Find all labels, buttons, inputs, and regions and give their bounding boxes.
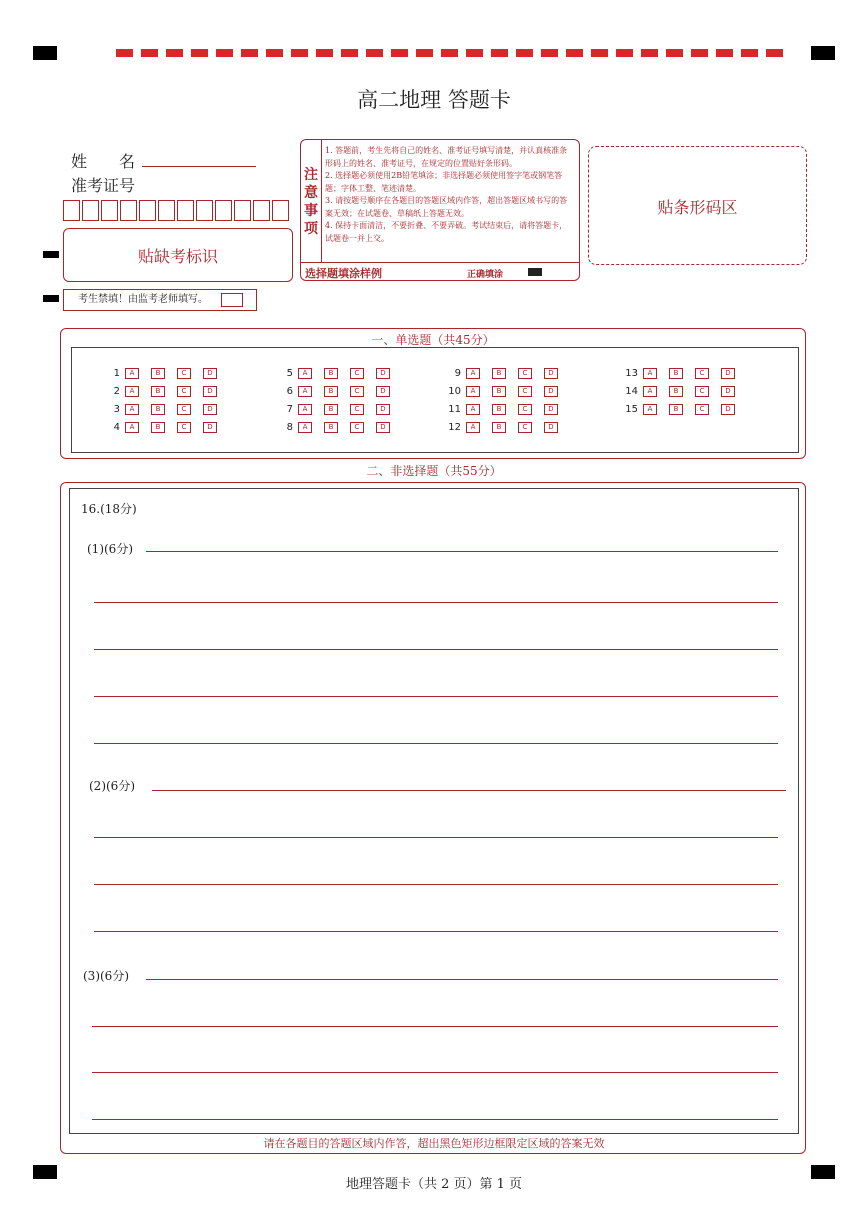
answer-line[interactable] <box>94 602 778 603</box>
option-bubble-c[interactable]: C <box>695 404 709 415</box>
timing-dash <box>516 49 533 57</box>
option-bubble-d[interactable]: D <box>376 386 390 397</box>
choice-question-6 <box>279 385 402 397</box>
id-digit-box[interactable] <box>234 200 251 221</box>
answer-line[interactable] <box>92 1119 778 1120</box>
option-bubble-a[interactable]: A <box>466 422 480 433</box>
option-bubble-d[interactable]: D <box>721 368 735 379</box>
id-digit-box[interactable] <box>101 200 118 221</box>
timing-dash <box>341 49 358 57</box>
timing-dash <box>191 49 208 57</box>
choice-question-4 <box>106 421 229 433</box>
id-label: 准考证号 <box>71 176 136 195</box>
single-choice-grid <box>71 347 799 453</box>
option-bubble-d[interactable]: D <box>376 368 390 379</box>
timing-dash <box>391 49 408 57</box>
notice-separator <box>301 262 579 263</box>
option-bubble-d[interactable]: D <box>203 386 217 397</box>
timing-dash <box>566 49 583 57</box>
question-number: 5 <box>286 367 293 379</box>
section1-title: 一、单选题（共45分） <box>371 333 495 347</box>
question-number: 15 <box>625 403 638 415</box>
option-bubble-b[interactable]: B <box>492 368 506 379</box>
option-bubble-c[interactable]: C <box>695 386 709 397</box>
choice-question-9 <box>447 367 570 379</box>
choice-question-12 <box>447 421 570 433</box>
answer-line[interactable] <box>146 979 778 980</box>
timing-dash <box>366 49 383 57</box>
correct-fill-sample <box>528 268 542 276</box>
option-bubble-c[interactable]: C <box>177 368 191 379</box>
timing-dash <box>266 49 283 57</box>
option-bubble-b[interactable]: B <box>669 368 683 379</box>
option-bubble-c[interactable]: C <box>350 386 364 397</box>
answer-line[interactable] <box>94 743 778 744</box>
question-number: 14 <box>625 385 638 397</box>
option-bubble-b[interactable]: B <box>492 386 506 397</box>
barcode-label: 贴条形码区 <box>657 198 738 217</box>
timing-dash <box>466 49 483 57</box>
id-digit-box[interactable] <box>82 200 99 221</box>
correct-fill-label: 正确填涂 <box>467 270 504 280</box>
fill-sample-label: 选择题填涂样例 <box>305 267 382 280</box>
answer-line[interactable] <box>92 1026 778 1027</box>
option-bubble-a[interactable]: A <box>125 368 139 379</box>
choice-question-1 <box>106 367 229 379</box>
option-bubble-d[interactable]: D <box>376 404 390 415</box>
barcode-area[interactable] <box>588 146 807 265</box>
option-bubble-c[interactable]: C <box>350 368 364 379</box>
option-bubble-c[interactable]: C <box>177 404 191 415</box>
id-digit-box[interactable] <box>139 200 156 221</box>
option-bubble-d[interactable]: D <box>544 404 558 415</box>
id-digit-box[interactable] <box>272 200 289 221</box>
option-bubble-b[interactable]: B <box>324 368 338 379</box>
choice-question-11 <box>447 403 570 415</box>
option-bubble-d[interactable]: D <box>721 386 735 397</box>
id-digit-box[interactable] <box>253 200 270 221</box>
question-number: 6 <box>286 385 293 397</box>
id-digit-box[interactable] <box>196 200 213 221</box>
answer-line[interactable] <box>152 790 786 791</box>
option-bubble-d[interactable]: D <box>544 386 558 397</box>
timing-dash <box>641 49 658 57</box>
proctor-only-label: 考生禁填！由监考老师填写。 <box>78 294 208 305</box>
choice-question-10 <box>447 385 570 397</box>
timing-dash <box>666 49 683 57</box>
choice-question-8 <box>279 421 402 433</box>
corner-mark-top-left <box>33 46 57 60</box>
option-bubble-a[interactable]: A <box>298 368 312 379</box>
question-number: 10 <box>448 385 461 397</box>
answer-area-warning: 请在各题目的答题区域内作答，超出黑色矩形边框限定区域的答案无效 <box>263 1137 605 1150</box>
notice-heading: 注意事项 <box>304 167 318 237</box>
question-number: 1 <box>113 367 120 379</box>
choice-question-15 <box>624 403 747 415</box>
option-bubble-d[interactable]: D <box>203 368 217 379</box>
id-digit-box[interactable] <box>158 200 175 221</box>
option-bubble-a[interactable]: A <box>125 404 139 415</box>
timing-dash <box>741 49 758 57</box>
option-bubble-a[interactable]: A <box>298 386 312 397</box>
notice-box <box>300 139 580 281</box>
choice-question-3 <box>106 403 229 415</box>
question-number: 12 <box>448 421 461 433</box>
option-bubble-c[interactable]: C <box>350 422 364 433</box>
choice-question-2 <box>106 385 229 397</box>
free-response-section <box>60 482 806 1154</box>
notice-item: 3. 请按题号顺序在各题目的答题区域内作答，超出答题区域书写的答案无效；在试题卷、草稿纸上答题无效。 <box>325 196 568 218</box>
timing-dash <box>316 49 333 57</box>
timing-dash-row <box>116 49 800 57</box>
question-number: 11 <box>448 403 461 415</box>
timing-dash <box>691 49 708 57</box>
timing-dash <box>441 49 458 57</box>
option-bubble-a[interactable]: A <box>298 404 312 415</box>
option-bubble-a[interactable]: A <box>466 404 480 415</box>
free-response-frame <box>69 488 799 1134</box>
answer-line[interactable] <box>94 649 778 650</box>
option-bubble-a[interactable]: A <box>298 422 312 433</box>
answer-line[interactable] <box>94 931 778 932</box>
option-bubble-b[interactable]: B <box>151 368 165 379</box>
option-bubble-a[interactable]: A <box>643 368 657 379</box>
option-bubble-c[interactable]: C <box>695 368 709 379</box>
timing-dash <box>491 49 508 57</box>
option-bubble-b[interactable]: B <box>324 386 338 397</box>
option-bubble-d[interactable]: D <box>203 422 217 433</box>
option-bubble-b[interactable]: B <box>151 422 165 433</box>
timing-dash <box>766 49 783 57</box>
notice-item: 1. 答题前，考生先将自己的姓名、准考证号填写清楚，并认真核准条形码上的姓名、准考证号，在规定的位置贴好条形码。 <box>325 146 568 168</box>
id-digit-box[interactable] <box>63 200 80 221</box>
option-bubble-c[interactable]: C <box>518 422 532 433</box>
timing-dash <box>241 49 258 57</box>
side-mark <box>43 295 59 302</box>
option-bubble-a[interactable]: A <box>466 368 480 379</box>
option-bubble-b[interactable]: B <box>669 404 683 415</box>
choice-question-14 <box>624 385 747 397</box>
choice-question-13 <box>624 367 747 379</box>
part-3-label: (3)(6分) <box>83 969 129 983</box>
choice-question-7 <box>279 403 402 415</box>
part-2-label: (2)(6分) <box>89 779 135 793</box>
option-bubble-b[interactable]: B <box>492 404 506 415</box>
question-number: 2 <box>113 385 120 397</box>
option-bubble-a[interactable]: A <box>643 404 657 415</box>
timing-dash <box>591 49 608 57</box>
id-number-boxes[interactable] <box>63 200 291 221</box>
absent-mark-label: 贴缺考标识 <box>137 247 218 266</box>
option-bubble-c[interactable]: C <box>518 404 532 415</box>
absent-mark-area[interactable] <box>63 228 293 282</box>
option-bubble-c[interactable]: C <box>177 422 191 433</box>
timing-dash <box>616 49 633 57</box>
option-bubble-b[interactable]: B <box>669 386 683 397</box>
question-number: 13 <box>625 367 638 379</box>
question-number: 9 <box>454 367 461 379</box>
option-bubble-d[interactable]: D <box>544 422 558 433</box>
option-bubble-d[interactable]: D <box>376 422 390 433</box>
option-bubble-b[interactable]: B <box>324 422 338 433</box>
answer-line[interactable] <box>94 837 778 838</box>
question-number: 8 <box>286 421 293 433</box>
option-bubble-a[interactable]: A <box>466 386 480 397</box>
corner-mark-top-right <box>811 46 835 60</box>
question-number: 3 <box>113 403 120 415</box>
option-bubble-b[interactable]: B <box>151 404 165 415</box>
question-number: 7 <box>286 403 293 415</box>
single-choice-section <box>60 328 806 459</box>
option-bubble-d[interactable]: D <box>721 404 735 415</box>
option-bubble-c[interactable]: C <box>350 404 364 415</box>
timing-dash <box>291 49 308 57</box>
name-label: 姓 名 <box>71 152 136 171</box>
id-digit-box[interactable] <box>177 200 194 221</box>
option-bubble-b[interactable]: B <box>492 422 506 433</box>
notice-list <box>325 145 575 245</box>
choice-question-5 <box>279 367 402 379</box>
id-digit-box[interactable] <box>215 200 232 221</box>
option-bubble-a[interactable]: A <box>643 386 657 397</box>
answer-line[interactable] <box>146 551 778 552</box>
timing-dash <box>166 49 183 57</box>
question-number: 4 <box>113 421 120 433</box>
id-digit-box[interactable] <box>120 200 137 221</box>
timing-dash <box>216 49 233 57</box>
name-field[interactable] <box>142 166 256 167</box>
answer-line[interactable] <box>94 884 778 885</box>
part-1-label: (1)(6分) <box>87 542 133 556</box>
option-bubble-d[interactable]: D <box>203 404 217 415</box>
option-bubble-c[interactable]: C <box>177 386 191 397</box>
answer-line[interactable] <box>94 696 778 697</box>
notice-item: 2. 选择题必须使用2B铅笔填涂；非选择题必须使用签字笔或钢笔答题；字体工整、笔迹清楚。 <box>325 171 563 193</box>
answer-line[interactable] <box>92 1072 778 1073</box>
timing-dash <box>541 49 558 57</box>
option-bubble-a[interactable]: A <box>125 422 139 433</box>
option-bubble-b[interactable]: B <box>324 404 338 415</box>
question-16-label: 16.(18分) <box>81 502 137 516</box>
side-mark <box>43 251 59 258</box>
page-title: 高二地理 答题卡 <box>357 88 511 112</box>
notice-item: 4. 保持卡面清洁，不要折叠、不要弄破。考试结束后，请将答题卡，试题卷一并上交。 <box>325 221 568 243</box>
proctor-only-box <box>63 289 257 311</box>
timing-dash <box>141 49 158 57</box>
page-footer: 地理答题卡（共 2 页）第 1 页 <box>345 1177 523 1192</box>
option-bubble-a[interactable]: A <box>125 386 139 397</box>
timing-dash <box>416 49 433 57</box>
proctor-check-box[interactable] <box>221 293 243 307</box>
option-bubble-c[interactable]: C <box>518 386 532 397</box>
option-bubble-d[interactable]: D <box>544 368 558 379</box>
timing-dash <box>716 49 733 57</box>
option-bubble-c[interactable]: C <box>518 368 532 379</box>
option-bubble-b[interactable]: B <box>151 386 165 397</box>
timing-dash <box>116 49 133 57</box>
section2-title: 二、非选择题（共55分） <box>366 464 502 478</box>
notice-divider <box>321 140 322 262</box>
